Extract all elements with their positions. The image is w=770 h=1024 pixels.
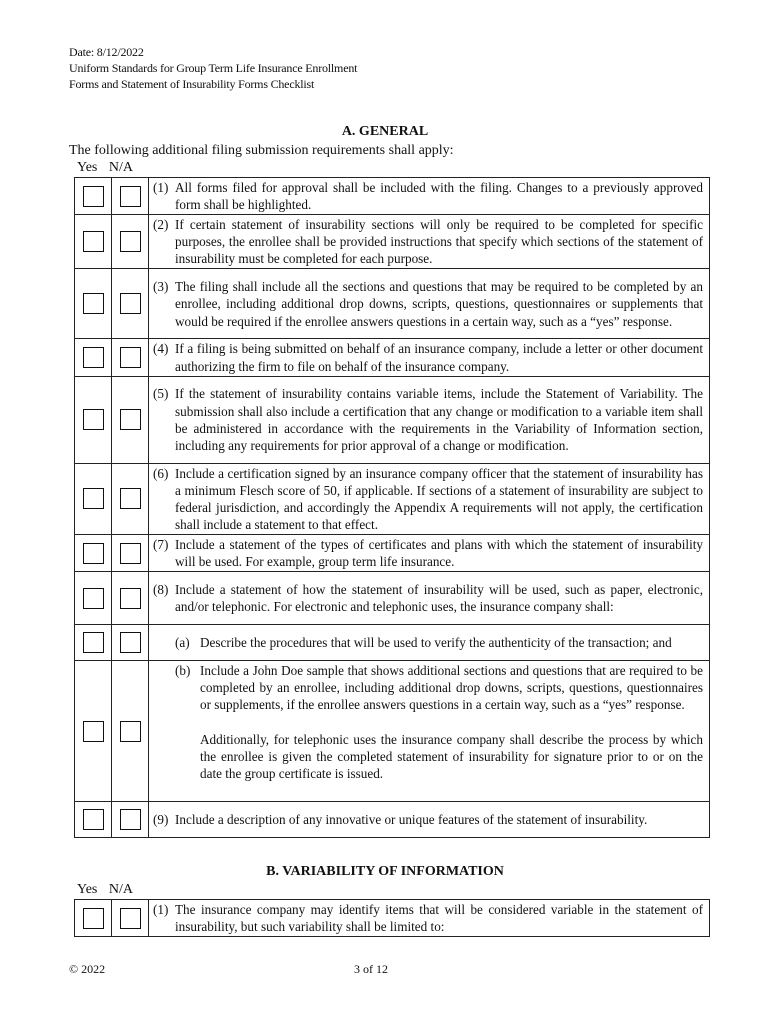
item-number: (9) (153, 812, 169, 828)
checklist-row (75, 463, 710, 534)
checklist-row (75, 625, 710, 661)
na-column-header: N/A (108, 160, 133, 175)
yes-checkbox[interactable] (83, 543, 104, 564)
na-checkbox[interactable] (120, 488, 141, 509)
item-number: (3) (153, 279, 169, 295)
section-b-checklist (74, 899, 710, 937)
checklist-row (75, 572, 710, 625)
footer-copyright: © 2022 (69, 962, 106, 976)
na-checkbox[interactable] (120, 293, 141, 314)
na-checkbox[interactable] (120, 588, 141, 609)
item-number: (1) (153, 180, 169, 195)
checklist-row (75, 215, 710, 269)
yes-checkbox[interactable] (83, 409, 104, 430)
section-a-title: A. GENERAL (341, 124, 429, 139)
item-text: Include a John Doe sample that shows additional sections and questions that are required to be completed by an enrollee, including additional drop downs, scripts, questions, questionnaires or supplements, if the enrollee answers questions in a certain way, such as a “yes” response. (200, 663, 703, 713)
header-subtitle-line: Forms and Statement of Insurability Forms Checklist (69, 77, 315, 91)
na-checkbox[interactable] (120, 721, 141, 742)
item-number: (7) (153, 537, 169, 553)
item-text: Include a statement of how the statement of insurability will be used, such as paper, electronic, and/or telephonic. For electronic and telephonic uses, the insurance company shall: (175, 582, 703, 615)
section-a-intro: The following additional filing submission requirements shall apply: (69, 143, 454, 158)
yes-column-header: Yes (77, 160, 98, 175)
yes-checkbox[interactable] (83, 632, 104, 653)
na-checkbox[interactable] (120, 186, 141, 207)
header-date: Date: 8/12/2022 (69, 45, 144, 59)
section-b-title: B. VARIABILITY OF INFORMATION (266, 864, 504, 879)
checklist-row (75, 802, 710, 838)
item-number: (1) (153, 902, 169, 917)
yes-checkbox[interactable] (83, 347, 104, 368)
na-checkbox[interactable] (120, 809, 141, 830)
checklist-row (75, 900, 710, 937)
na-checkbox[interactable] (120, 231, 141, 252)
yes-checkbox[interactable] (83, 293, 104, 314)
item-number: (8) (153, 582, 169, 598)
item-text: Include a description of any innovative or unique features of the statement of insurability. (175, 812, 648, 828)
footer-page-number: 3 of 12 (354, 962, 388, 976)
item-number: (a) (175, 635, 190, 651)
checklist-row (75, 535, 710, 572)
item-text: Describe the procedures that will be used to verify the authenticity of the transaction; and (200, 635, 672, 651)
na-checkbox[interactable] (120, 347, 141, 368)
section-a-column-headers (77, 160, 133, 176)
item-additional-paragraph: Additionally, for telephonic uses the insurance company shall describe the process by which the enrollee is given the completed statement of insurability for signature prior to or on the date the group certificate is issued. (200, 731, 703, 781)
item-text: Include a certification signed by an insurance company officer that the statement of insurability has a minimum Flesch score of 50, if applicable. If sections of a statement of insurability are subject to federal jurisdiction, and accordingly the Appendix A requirements will not apply, the certification shall include a statement to that effect. (175, 465, 703, 532)
na-checkbox[interactable] (120, 632, 141, 653)
yes-checkbox[interactable] (83, 588, 104, 609)
na-checkbox[interactable] (120, 543, 141, 564)
item-number: (b) (175, 663, 191, 679)
na-column-header: N/A (108, 882, 133, 897)
item-text: If the statement of insurability contains variable items, include the Statement of Variability. The submission shall also include a certification that any change or modification to a variable item shall be administered in accordance with the requirements in the Variability of Information section, including any requirements for prior approval of a change or modification. (175, 386, 703, 453)
checklist-row (75, 178, 710, 215)
yes-checkbox[interactable] (83, 721, 104, 742)
document-header (69, 44, 357, 92)
checklist-row (75, 339, 710, 376)
item-text: Include a statement of the types of certificates and plans with which the statement of insurability will be used. For example, group term life insurance. (175, 537, 703, 570)
section-a-checklist (74, 177, 710, 838)
item-text: The insurance company may identify items that will be considered variable in the statement of insurability, but such variability shall be limited to: (175, 902, 703, 935)
header-title-line: Uniform Standards for Group Term Life Insurance Enrollment (69, 61, 358, 75)
item-text: If certain statement of insurability sections will only be required to be completed for specific purposes, the enrollee shall be provided instructions that specify which sections of the statement of insurability must be completed for each purpose. (175, 217, 703, 267)
yes-checkbox[interactable] (83, 488, 104, 509)
section-b-column-headers (77, 882, 133, 898)
yes-checkbox[interactable] (83, 231, 104, 252)
item-number: (6) (153, 465, 169, 481)
item-text: The filing shall include all the sections and questions that may be required to be completed by an enrollee, including additional drop downs, scripts, questions, questionnaires or supplements that would be required if the enrollee answers questions in a certain way, such as a “yes” response. (175, 279, 703, 329)
item-number: (2) (153, 217, 169, 233)
item-text: If a filing is being submitted on behalf of an insurance company, include a letter or other document authorizing the firm to file on behalf of the insurance company. (175, 341, 703, 374)
item-number: (5) (153, 386, 169, 402)
yes-checkbox[interactable] (83, 908, 104, 929)
na-checkbox[interactable] (120, 409, 141, 430)
yes-column-header: Yes (77, 882, 98, 897)
yes-checkbox[interactable] (83, 809, 104, 830)
checklist-row (75, 376, 710, 463)
checklist-row (75, 269, 710, 339)
yes-checkbox[interactable] (83, 186, 104, 207)
item-number: (4) (153, 341, 169, 357)
na-checkbox[interactable] (120, 908, 141, 929)
item-text: All forms filed for approval shall be included with the filing. Changes to a previously approved form shall be highlighted. (175, 180, 703, 213)
checklist-row (75, 661, 710, 802)
